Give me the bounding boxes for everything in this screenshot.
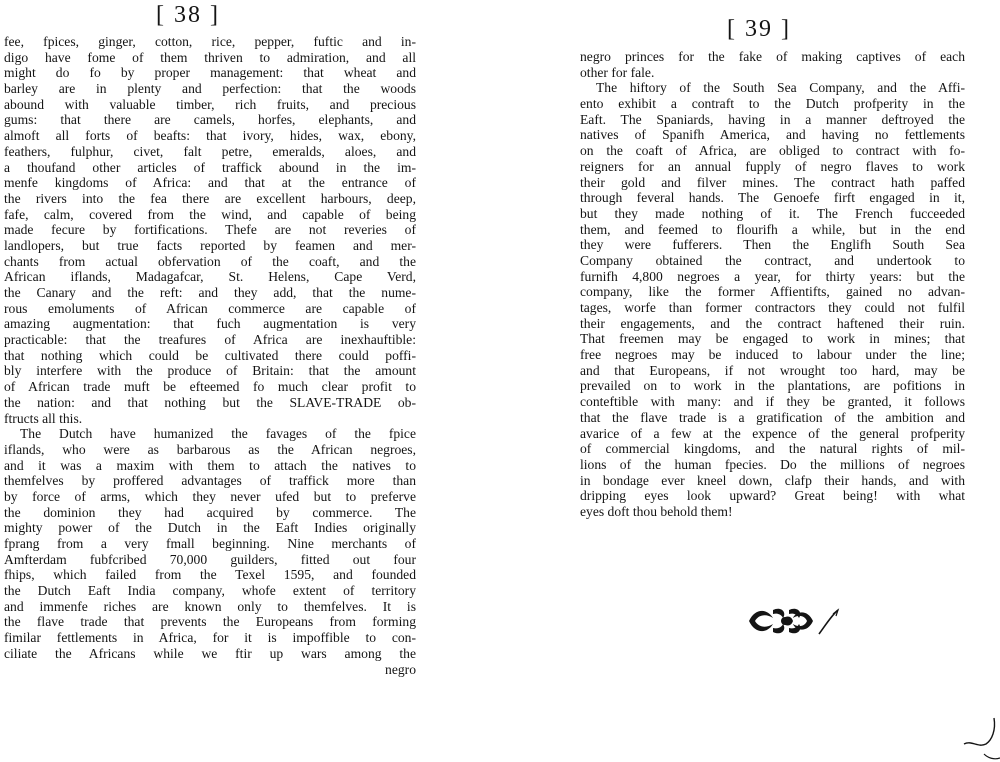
left-page-text-line: abound with valuable timber, rich fruits, and precious: [4, 96, 416, 112]
right-page-text-line: them, and feemed to flourifh a while, but in the end: [580, 221, 965, 237]
left-page-text-line: a thoufand other articles of traffick abound in the im-: [4, 159, 416, 175]
left-page-text-line: the rivers into the fea there are excellent harbours, deep,: [4, 190, 416, 206]
right-page-text-line: other for fale.: [580, 64, 655, 80]
right-page-text-line: on the coaft of Africa, are obliged to contract with fo-: [580, 143, 965, 159]
left-page-text-line: chants from actual obfervation of the coaft, and the: [4, 253, 416, 269]
left-page-text-line: might do fo by proper management: that wheat and: [4, 65, 416, 81]
left-page-text-line: and it was a maxim with them to attach the natives to: [4, 457, 416, 473]
left-page-text-line: of African trade muft be efteemed fo much clear profit to: [4, 379, 416, 395]
left-page-text-line: digo have fome of them thriven to admiration, and all: [4, 49, 416, 65]
right-page-text-line: Eaft. The Spaniards, having in a manner deftroyed the: [580, 111, 965, 127]
right-page-text-line: ento exhibit a contraft to the Dutch profperity in the: [580, 96, 965, 112]
left-page-text-line: fimilar fettlements in Africa, for it is impoffible to con-: [4, 630, 416, 646]
left-page-text-line: African iflands, Madagafcar, St. Helens, Cape Verd,: [4, 269, 416, 285]
left-page-text-line: The Dutch have humanized the favages of the fpice: [20, 426, 416, 442]
right-page-text-line: eyes doft thou behold them!: [580, 503, 733, 519]
page-number-right: [ 39 ]: [727, 16, 791, 42]
left-page-text-line: ciliate the Africans while we ftir up wars among the: [4, 645, 416, 661]
right-page-text-line: in bondage ever kneel down, clafp their hands, and with: [580, 472, 965, 488]
right-page-text-line: company, like the former Affientifts, gained no advan-: [580, 284, 965, 300]
right-page-text-line: reigners for an annual fupply of negro flaves to work: [580, 158, 965, 174]
left-page-text-line: fee, fpices, ginger, cotton, rice, pepper, fuftic and in-: [4, 34, 416, 49]
right-page-text-line: prevailed on to work in the plantations, are pofitions in: [580, 378, 965, 394]
left-page-text-line: mighty power of the Dutch in the Eaft Indies originally: [4, 520, 416, 536]
left-page-text-line: landlopers, but true facts reported by feamen and mer-: [4, 237, 416, 253]
right-page-text-line: negro princes for the fake of making captives of each: [580, 49, 965, 64]
left-page-text-line: almoft all forts of beafts: that ivory, hides, wax, ebony,: [4, 128, 416, 144]
right-page-text: [580, 49, 965, 520]
right-page-text-line: conteftible with many: and if they be granted, it follows: [580, 394, 965, 410]
page-edge-mark: [958, 700, 1000, 762]
page-number-left: [ 38 ]: [156, 2, 220, 28]
left-page-text-line: bly interfere with the produce of Britain: that the amount: [4, 363, 416, 379]
left-page-text-line: the dominion they had acquired by commerce. The: [4, 504, 416, 520]
left-page-text-line: made fecure by fortifications. Thefe are not reveries of: [4, 222, 416, 238]
right-page-text-line: furnifh 4,800 negroes a year, for thirty years: but the: [580, 268, 965, 284]
left-page-text-line: Amfterdam fubfcribed 70,000 guilders, fitted out four: [4, 551, 416, 567]
right-page-text-line: tages, worfe than former contractors they could not fulfil: [580, 300, 965, 315]
right-page-text-line: dripping eyes look upward? Great being! with what: [580, 488, 965, 504]
left-page-text-line: that nothing which could be cultivated there could poffi-: [4, 347, 416, 363]
left-page-text-line: the Dutch Eaft India company, whofe extent of territory: [4, 583, 416, 599]
left-page-text-line: themfelves by proffered advantages of traffick more than: [4, 473, 416, 489]
right-page-text-line: lions of the human fpecies. Do the millions of negroes: [580, 456, 965, 472]
left-page-text: [4, 34, 416, 677]
right-page-text-line: The hiftory of the South Sea Company, and the Affi-: [596, 80, 965, 96]
fleuron-ornament-icon: [745, 604, 840, 638]
right-page-text-line: and that Europeans, if not wrought too hard, may be: [580, 362, 965, 378]
right-page-text-line: their engagements, and the contract haftened their ruin.: [580, 315, 965, 331]
right-page-text-line: free negroes may be induced to labour under the line;: [580, 347, 965, 363]
left-page-text-line: rous emoluments of African commerce are capable of: [4, 300, 416, 316]
left-page-text-line: ftructs all this.: [4, 410, 83, 426]
right-page-text-line: through feveral hands. The Genoefe firft engaged in it,: [580, 190, 965, 206]
left-page-text-line: fprang from a very fmall beginning. Nine merchants of: [4, 536, 416, 551]
left-page-text-line: practicable: that the treafures of Africa are inexhauftible:: [4, 332, 416, 348]
left-page-text-line: fafe, calm, covered from the wind, and capable of being: [4, 206, 416, 222]
left-page-text-line: the Canary and the reft: and they add, that the nume-: [4, 285, 416, 300]
left-page-text-line: menfe kingdoms of Africa: and that at the entrance of: [4, 175, 416, 191]
right-page-text-line: That freemen may be engaged to work in mines; that: [580, 331, 965, 347]
right-page-text-line: of commercial kingdoms, and the natural rights of mil-: [580, 441, 965, 457]
right-page-text-line: that the flave trade is a gratification of the ambition and: [580, 409, 965, 425]
left-page-text-line: feathers, fulphur, civet, falt petre, emeralds, aloes, and: [4, 143, 416, 159]
left-page-text-line: gums: that there are camels, horfes, elephants, and: [4, 112, 416, 128]
right-page-text-line: avarice of a few at the expence of the general profperity: [580, 425, 965, 441]
left-page-text-line: amazing augmentation: that fuch augmentation is very: [4, 316, 416, 332]
right-page-text-line: they were fufferers. Then the Englifh South Sea: [580, 237, 965, 253]
left-page-text-line: the nation: and that nothing but the SLAVE-TRADE ob-: [4, 394, 416, 410]
right-page-text-line: their gold and filver mines. The contract hath paffed: [580, 174, 965, 190]
right-page-text-line: Company obtained the contract, and undertook to: [580, 252, 965, 268]
left-page-text-line: and immenfe riches are known only to themfelves. It is: [4, 598, 416, 614]
left-page-text-line: barley are in plenty and perfection: that the woods: [4, 81, 416, 97]
right-page-text-line: but they made nothing of it. The French fucceeded: [580, 205, 965, 221]
right-page-text-line: natives of Spanifh America, and having no fettlements: [580, 127, 965, 143]
left-page-text-line: negro: [385, 661, 416, 677]
left-page-text-line: iflands, who were as barbarous as the African negroes,: [4, 441, 416, 457]
left-page-text-line: by force of arms, which they never ufed but to preferve: [4, 488, 416, 504]
left-page-text-line: the flave trade that prevents the Europeans from forming: [4, 614, 416, 630]
left-page-text-line: fhips, which failed from the Texel 1595, and founded: [4, 567, 416, 583]
